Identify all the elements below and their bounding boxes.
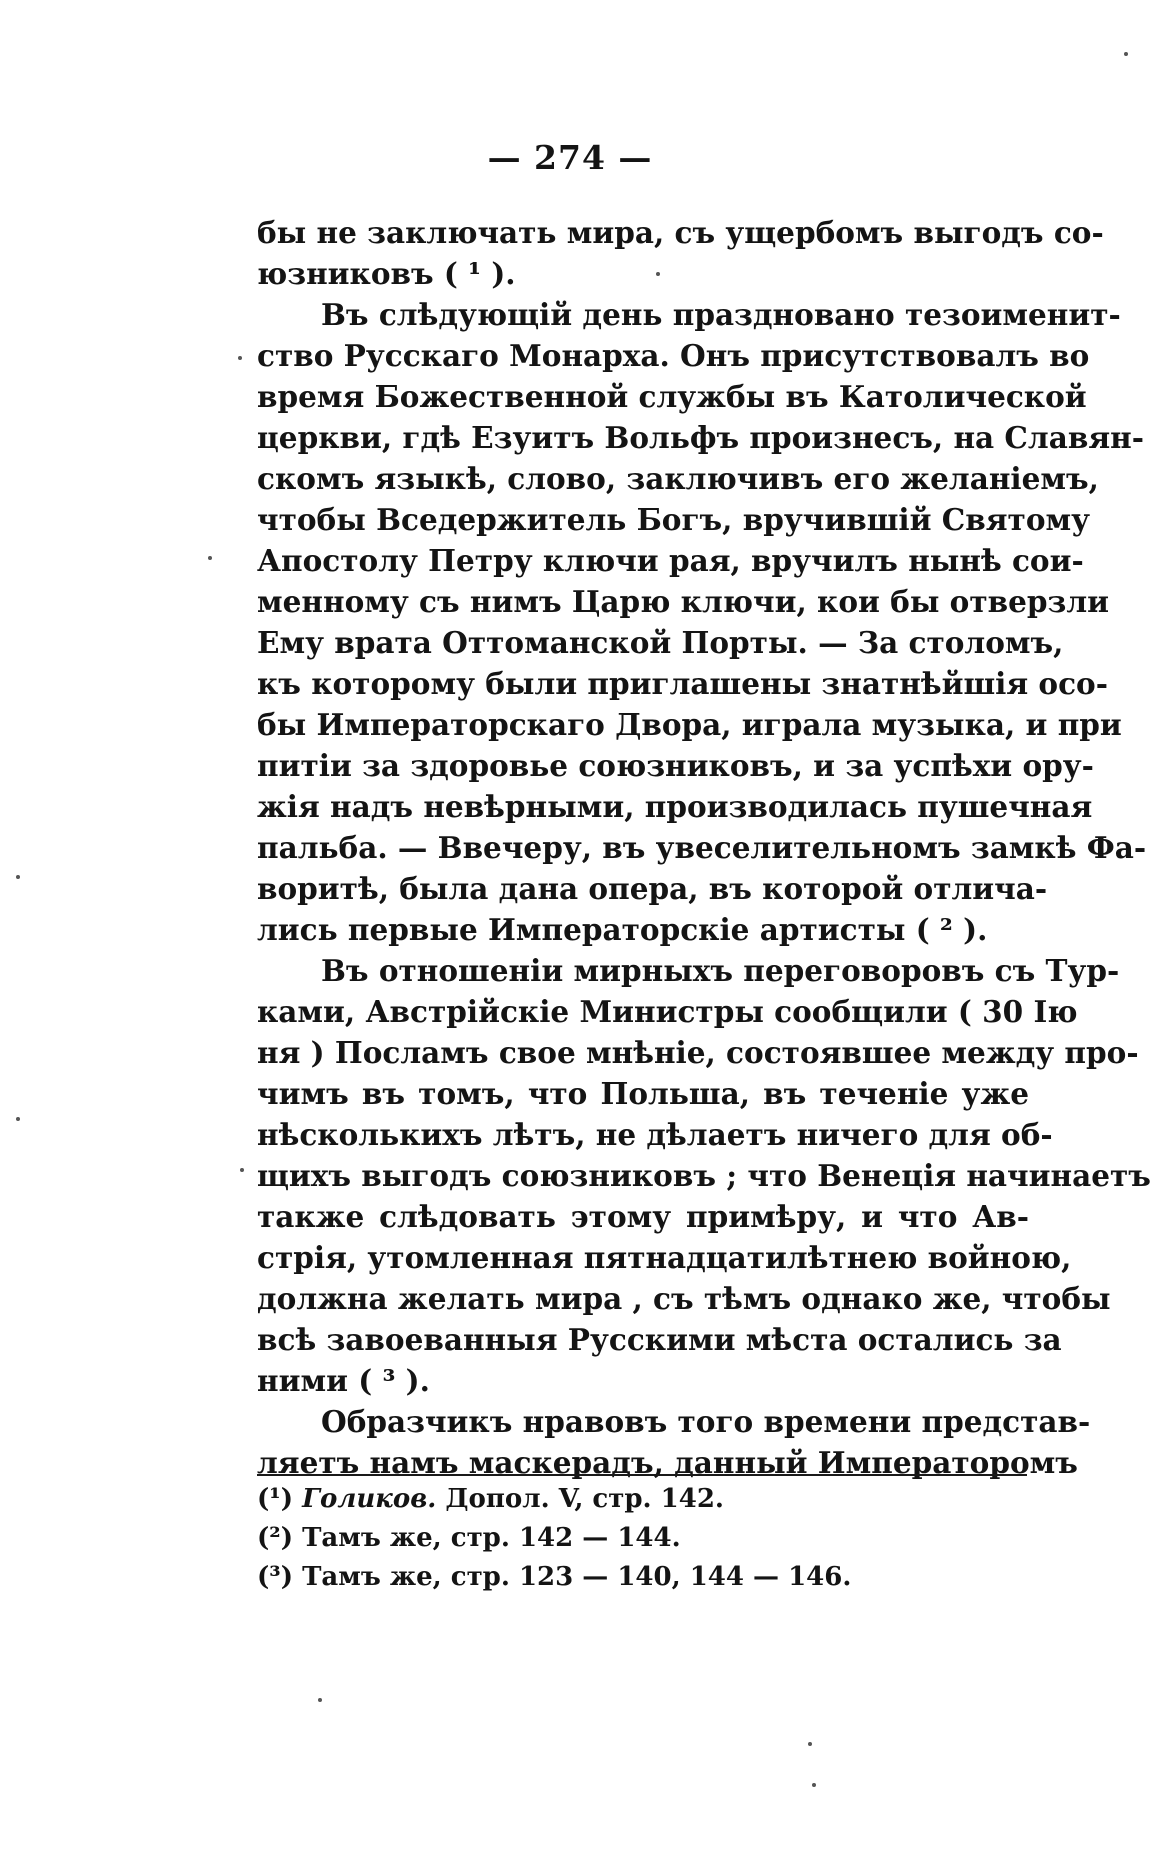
- text-line: чимъ въ томъ, что Польша, въ теченіе уже: [257, 1076, 1029, 1111]
- footnote-mark: (²): [257, 1523, 293, 1553]
- text-line: ляетъ намъ маскерадъ, данный Императоромъ: [257, 1445, 1078, 1480]
- footnote: [257, 1480, 1029, 1519]
- footnote-author: Голиков.: [302, 1484, 437, 1514]
- footnote-rule: [257, 1474, 1027, 1476]
- text-line: ками, Австрійскіе Министры сообщили ( 30 Ію: [257, 994, 1078, 1029]
- text-line: Образчикъ нравовъ того времени представ-: [321, 1404, 1091, 1439]
- scan-speck: [238, 356, 242, 360]
- text-line: юзниковъ ( ¹ ).: [257, 256, 516, 291]
- text-line: также слѣдовать этому примѣру, и что Ав-: [257, 1199, 1029, 1234]
- text-line: всѣ завоеванныя Русскими мѣста остались за: [257, 1322, 1062, 1357]
- footnote-text: Тамъ же, стр. 123 — 140, 144 — 146.: [302, 1562, 852, 1592]
- text-line: скомъ языкѣ, слово, заключивъ его желаніемъ,: [257, 461, 1099, 496]
- text-line: стрія, утомленная пятнадцатилѣтнею войною,: [257, 1240, 1072, 1275]
- text-line: Ему врата Оттоманской Порты. — За столомъ,: [257, 625, 1064, 660]
- text-line: воритѣ, была дана опера, въ которой отлича-: [257, 871, 1048, 906]
- scan-speck: [16, 1117, 20, 1121]
- paragraph: [257, 1401, 1091, 1483]
- text-line: Въ слѣдующій день праздновано тезоименит-: [321, 297, 1121, 332]
- text-line: бы не заключать мира, съ ущербомъ выгодъ со-: [257, 215, 1104, 250]
- text-line: Въ отношеніи мирныхъ переговоровъ съ Тур-: [321, 953, 1120, 988]
- text-line: жія надъ невѣрными, производилась пушечная: [257, 789, 1093, 824]
- scan-speck: [240, 1168, 244, 1172]
- scan-speck: [318, 1698, 322, 1702]
- text-line: Апостолу Петру ключи рая, вручилъ нынѣ сои-: [257, 543, 1084, 578]
- footnotes: [257, 1480, 1029, 1597]
- scan-speck: [808, 1742, 812, 1746]
- page-number: — 274 —: [487, 138, 653, 177]
- footnote-text: Тамъ же, стр. 142 — 144.: [302, 1523, 681, 1553]
- text-line: менному съ нимъ Царю ключи, кои бы отверзли: [257, 584, 1110, 619]
- text-line: чтобы Вседержитель Богъ, вручившій Святому: [257, 502, 1091, 537]
- footnote: [257, 1519, 1029, 1558]
- footnote-mark: (¹): [257, 1484, 293, 1514]
- text-line: время Божественной службы въ Католической: [257, 379, 1087, 414]
- text-line: щихъ выгодъ союзниковъ ; что Венеція начинаетъ: [257, 1158, 1151, 1193]
- text-line: ними ( ³ ).: [257, 1363, 430, 1398]
- text-line: къ которому были приглашены знатнѣйшія осо-: [257, 666, 1108, 701]
- footnote-text: Допол. V, стр. 142.: [445, 1484, 724, 1514]
- text-line: церкви, гдѣ Езуитъ Вольфъ произнесъ, на Славян-: [257, 420, 1144, 455]
- text-line: ня ) Посламъ свое мнѣніе, состоявшее между про-: [257, 1035, 1139, 1070]
- paragraph: [257, 950, 1151, 1401]
- text-line: бы Императорскаго Двора, играла музыка, и при: [257, 707, 1122, 742]
- text-line: нѣсколькихъ лѣтъ, не дѣлаетъ ничего для об-: [257, 1117, 1053, 1152]
- paragraph: [257, 294, 1147, 950]
- scan-speck: [812, 1783, 816, 1787]
- text-line: лись первые Императорскіе артисты ( ² ).: [257, 912, 988, 947]
- footnote-mark: (³): [257, 1562, 293, 1592]
- text-line: пальба. — Ввечеру, въ увеселительномъ замкѣ Фа-: [257, 830, 1147, 865]
- scan-speck: [208, 556, 212, 560]
- scan-speck: [1124, 52, 1128, 56]
- paragraph: [257, 212, 1104, 294]
- text-line: должна желать мира , съ тѣмъ однако же, чтобы: [257, 1281, 1111, 1316]
- body-text: [257, 212, 1151, 1483]
- footnote: [257, 1558, 1029, 1597]
- scan-speck: [656, 272, 660, 276]
- scan-speck: [16, 875, 20, 879]
- text-line: питіи за здоровье союзниковъ, и за успѣхи ору-: [257, 748, 1094, 783]
- text-line: ство Русскаго Монарха. Онъ присутствовалъ во: [257, 338, 1090, 373]
